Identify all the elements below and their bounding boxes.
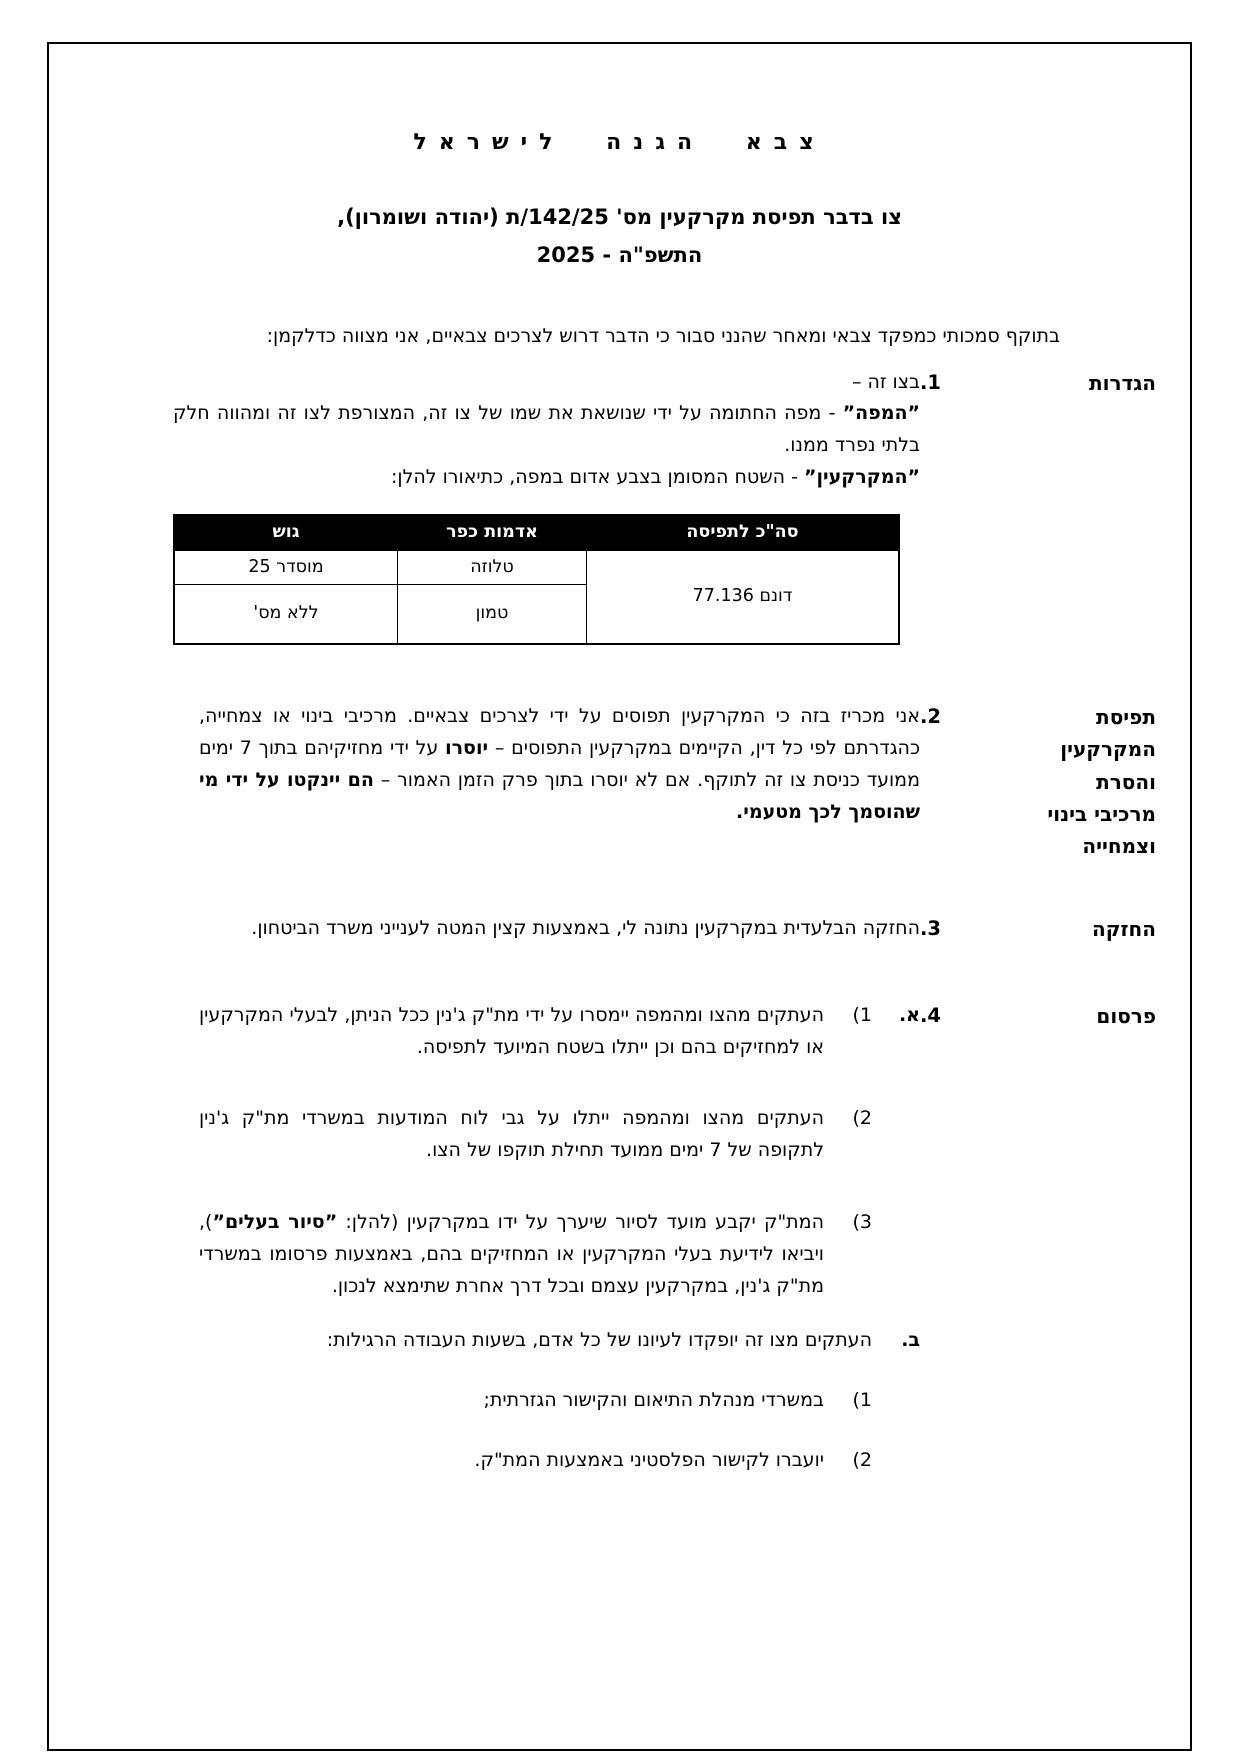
definitions-lead: בצו זה – <box>851 370 920 393</box>
item-marker-a1: (1 <box>852 1003 872 1026</box>
possession-body <box>197 913 920 945</box>
seizure-text-1: אני מכריז בזה כי המקרקעין תפוסים על ידי לצרכים צבאיים. מרכיבי בינוי או צמחייה, כהגדרתם לפי כל דין, הקיימים במקרקעין התפוסים – <box>199 704 920 759</box>
publication-item-b2 <box>199 1445 920 1477</box>
village-cell-2: טמון <box>398 584 587 644</box>
block-cell-2: ללא מס' <box>174 584 398 644</box>
item-a3-bold: ”סיור בעלים” <box>212 1211 338 1234</box>
order-title-line1: צו בדבר תפיסת מקרקעין מס' 142/25/ת (יהודה ושומרון), <box>337 205 902 229</box>
section-definitions <box>173 367 1156 645</box>
publication-body <box>197 1000 920 1477</box>
sections-container <box>49 367 1190 1477</box>
section-publication <box>197 1000 1156 1477</box>
block-cell-1: 25 מוסדר <box>174 550 398 584</box>
order-title-line2: התשפ"ה - 2025 <box>536 242 703 267</box>
item-marker-b2: (2 <box>852 1448 872 1471</box>
sub-marker-a: .א <box>898 1003 920 1026</box>
section-number-3: .3 <box>920 916 941 940</box>
publication-item-a3 <box>199 1207 920 1303</box>
total-area-cell: 77.136 דונם <box>587 550 900 644</box>
org-title: צבא הגנה לישראל <box>413 130 826 155</box>
section-number-1: .1 <box>920 370 941 394</box>
land-table <box>173 514 900 645</box>
item-text-b2: יועברו לקישור הפלסטיני באמצעות המת"ק. <box>474 1448 824 1471</box>
section-number-2: .2 <box>920 704 941 728</box>
item-text-a1: העתקים מהצו ומהמפה יימסרו על ידי מת"ק ג'נין ככל הניתן, לבעלי המקרקעין או למחזיקים בהם וכן ייתלו בשטח המיועד לתפיסה. <box>199 1003 824 1058</box>
item-text-b1: במשרדי מנהלת התיאום והקישור הגזרתית; <box>483 1388 824 1411</box>
item-marker-a2: (2 <box>852 1107 872 1130</box>
definition-map <box>173 398 920 462</box>
item-text-a2: העתקים מהצו ומהמפה ייתלו על גבי לוח המודעות במשרדי מת"ק ג'נין לתקופה של 7 ימים ממועד תחילת תוקפו של הצו. <box>199 1107 824 1162</box>
section-number-4: .4 <box>920 1003 941 1027</box>
side-heading-definitions: הגדרות <box>1088 370 1156 395</box>
definition-map-term: ”המפה” <box>842 402 920 425</box>
table-header-total: סה"כ לתפיסה <box>587 515 900 550</box>
side-heading-publication: פרסום <box>1096 1003 1156 1028</box>
definitions-body <box>171 367 920 645</box>
side-heading-possession: החזקה <box>1092 916 1156 941</box>
village-cell-1: טלוזה <box>398 550 587 584</box>
table-header-block: גוש <box>174 515 398 550</box>
intro-paragraph: בתוקף סמכותי כמפקד צבאי ומאחר שהנני סבור כי הדבר דרוש לצרכים צבאיים, אני מצווה כדלקמן: <box>266 324 1060 347</box>
table-header-village: אדמות כפר <box>398 515 587 550</box>
publication-item-a1 <box>199 1000 920 1064</box>
section-seizure <box>197 701 1156 863</box>
side-heading-seizure: תפיסת המקרקעין והסרת מרכיבי בינוי וצמחייה <box>1047 704 1156 859</box>
item-marker-b1: (1 <box>852 1388 872 1411</box>
possession-paragraph: החזקה הבלעדית במקרקעין נתונה לי, באמצעות קצין המטה לענייני משרד הביטחון. <box>251 916 920 939</box>
item-a3-text-1: המת"ק יקבע מועד לסיור שיערך על ידו במקרקעין (להלן: <box>337 1211 824 1234</box>
definition-map-text: - מפה החתומה על ידי שנושאת את שמו של צו זה, המצורפת לצו זה ומהווה חלק בלתי נפרד ממנו. <box>173 402 920 457</box>
section-possession <box>197 913 1156 946</box>
item-a3-text-2: ), ויביאו לידיעת בעלי המקרקעין או המחזיקים בהם, באמצעות פרסומו במשרדי מת"ק ג'נין, במקרקעין עצמם ובכל דרך אחרת שתימצא לנכון. <box>199 1211 824 1298</box>
seizure-body <box>197 701 920 829</box>
table-row <box>174 550 899 584</box>
publication-item-a2 <box>199 1103 920 1167</box>
seizure-bold-2: הם יינקטו על ידי מי שהוסמך לכך מטעמי. <box>199 768 920 823</box>
seizure-bold-1: יוסרו <box>445 736 489 759</box>
sub-marker-b: .ב <box>901 1328 920 1351</box>
definition-land-term: ”המקרקעין” <box>804 466 920 489</box>
publication-item-b1 <box>199 1385 920 1417</box>
definition-land-text: - השטח המסומן בצבע אדום במפה, כתיאורו להלן: <box>390 466 805 489</box>
publication-item-b <box>199 1325 920 1357</box>
item-text-b-lead: העתקים מצו זה יופקדו לעיונו של כל אדם, בשעות העבודה הרגילות: <box>326 1328 872 1351</box>
seizure-paragraph <box>199 701 920 829</box>
page-border-frame <box>47 42 1192 1751</box>
land-table-header-row <box>174 515 899 550</box>
order-title <box>49 199 1190 275</box>
item-text-a3 <box>199 1207 824 1303</box>
definition-land <box>173 462 920 494</box>
item-marker-a3: (3 <box>852 1211 872 1234</box>
seizure-text-2: על ידי מחזיקיהם בתוך 7 ימים ממועד כניסת צו זה לתוקף. אם לא יוסרו בתוך פרק הזמן האמור – <box>199 736 920 791</box>
